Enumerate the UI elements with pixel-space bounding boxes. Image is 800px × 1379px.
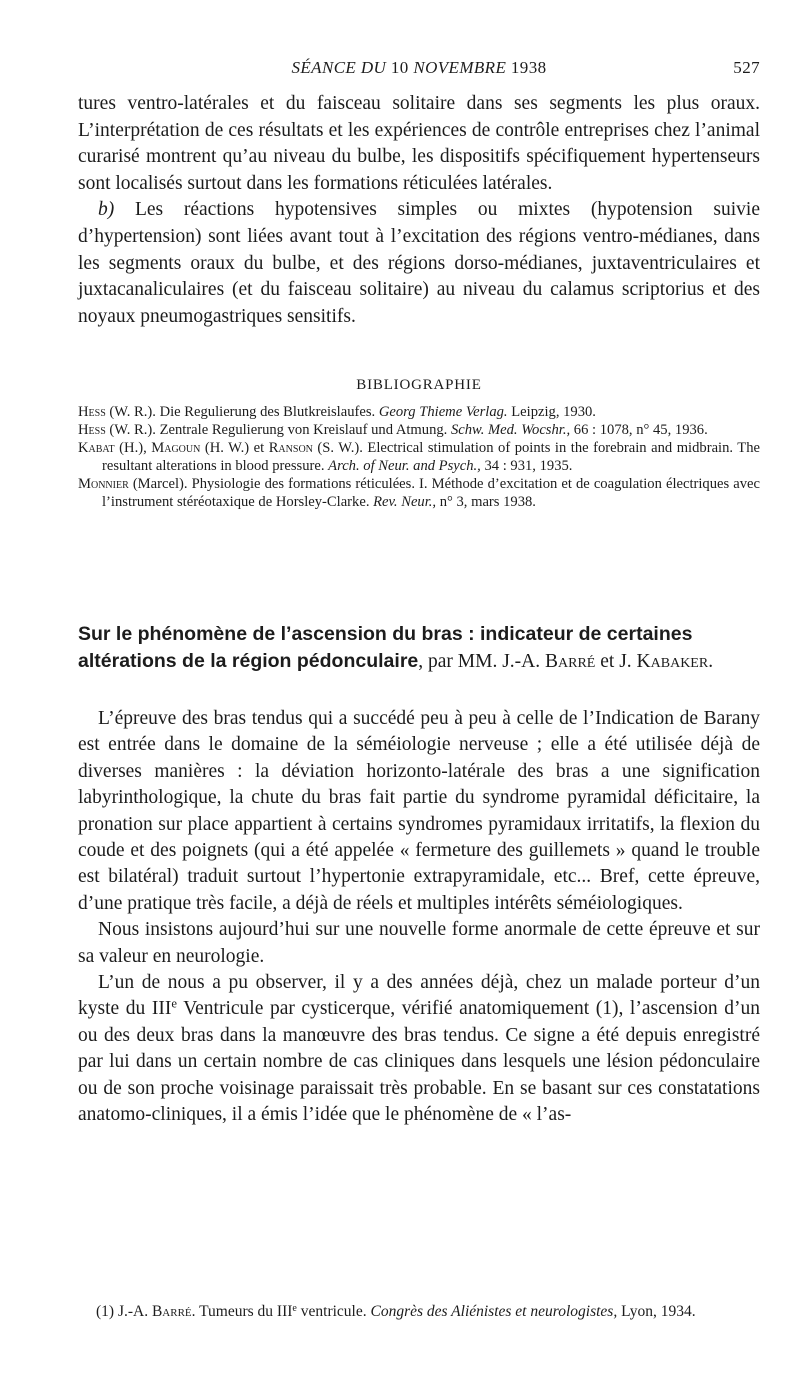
bibliography-list <box>78 404 760 511</box>
bibliography-entry: Hess (W. R.). Zentrale Regulierung von Kreislauf und Atmung. Schw. Med. Wocshr., 66 : 1078, n° 45, 1936. <box>78 421 708 438</box>
footnote-number: (1) <box>96 1303 115 1320</box>
bibliography-entry: Kabat (H.), Magoun (H. W.) et Ranson (S. W.). Electrical stimulation of points in the forebrain and midbrain. The resultant alterations in blood pressure. Arch. of Neur. and Psych., 34 : 931, 1935. <box>78 439 760 474</box>
paragraph: b) Les réactions hypotensives simples ou mixtes (hypotension suivie d’hypertension) sont liées avant tout à l’excitation des régions ventro-médianes, dans les segments oraux du bulbe, et des régions dorso-médianes, juxtaventriculaires et juxtacanaliculaires (et du faisceau solitaire) au niveau du calamus scriptorius et des noyaux pneumogastriques sensitifs. <box>78 199 760 327</box>
paragraph: L’un de nous a pu observer, il y a des années déjà, chez un malade porteur d’un kyste du IIIe Ventricule par cysticerque, vérifié anatomiquement (1), l’ascension d’un ou des deux bras dans la manœuvre des bras tendus. Ce signe a été depuis enregistré par lui dans un certain nombre de cas cliniques dans lesquels une lésion pédonculaire ou de son proche voisinage paraissait très probable. En se basant sur ces constatations anatomo-cliniques, il a émis l’idée que le phénomène de « l’as- <box>78 972 760 1126</box>
article-title: Sur le phénomène de l’ascension du bras : indicateur de certaines altérations de la région pédonculaire, par MM. J.-A. Barré et J. Kabaker. <box>78 623 714 672</box>
footnote: (1) J.-A. Barré. Tumeurs du IIIe ventricule. Congrès des Aliénistes et neurologistes, Lyon, 1934. <box>96 1302 696 1320</box>
bibliography-entry: Hess (W. R.). Die Regulierung des Blutkreislaufes. Georg Thieme Verlag. Leipzig, 1930. <box>78 404 596 420</box>
article-byline: , par MM. J.-A. Barré et J. Kabaker. <box>418 651 714 672</box>
paragraph: L’épreuve des bras tendus qui a succédé peu à peu à celle de l’Indication de Barany est entrée dans le domaine de la séméiologie nerveuse ; elle a été utilisée déjà de diverses manières : la déviation horizonto-latérale des bras a une signification labyrinthologique, la chute du bras fait partie du syndrome pyramidal déficitaire, la pronation sur place appartient à certains syndromes pyramidaux irritatifs, la flexion du coude et des poignets (qui a été appelée « fermeture des guillemets » quand le trouble est bilatéral) traduit surtout l’hypertonie extrapyramidale, etc... Bref, cette épreuve, d’une pratique très facile, a déjà de réels et multiples intérêts séméiologiques. <box>78 708 760 914</box>
bibliography-heading: BIBLIOGRAPHIE <box>356 377 482 393</box>
article-body <box>78 706 760 1129</box>
running-title: SÉANCE DU 10 NOVEMBRE 1938 <box>291 58 547 77</box>
paragraph: tures ventro-latérales et du faisceau solitaire dans ses segments les plus oraux. L’interprétation de ces résultats et les expériences de contrôle entreprises chez l’animal curarisé montrent qu’au niveau du bulbe, les dispositifs spécifiquement hypertenseurs sont localisés surtout dans les formations réticulées latérales. <box>78 93 760 194</box>
bibliography-entry: Monnier (Marcel). Physiologie des formations réticulées. I. Méthode d’excitation et de coagulation électriques avec l’instrument stéréotaxique de Horsley-Clarke. Rev. Neur., n° 3, mars 1938. <box>78 475 760 510</box>
section-conclusion <box>78 91 760 330</box>
page-number: 527 <box>733 58 760 77</box>
item-label: b) <box>98 199 115 221</box>
paragraph: Nous insistons aujourd’hui sur une nouvelle forme anormale de cette épreuve et sur sa valeur en neurologie. <box>78 919 760 967</box>
